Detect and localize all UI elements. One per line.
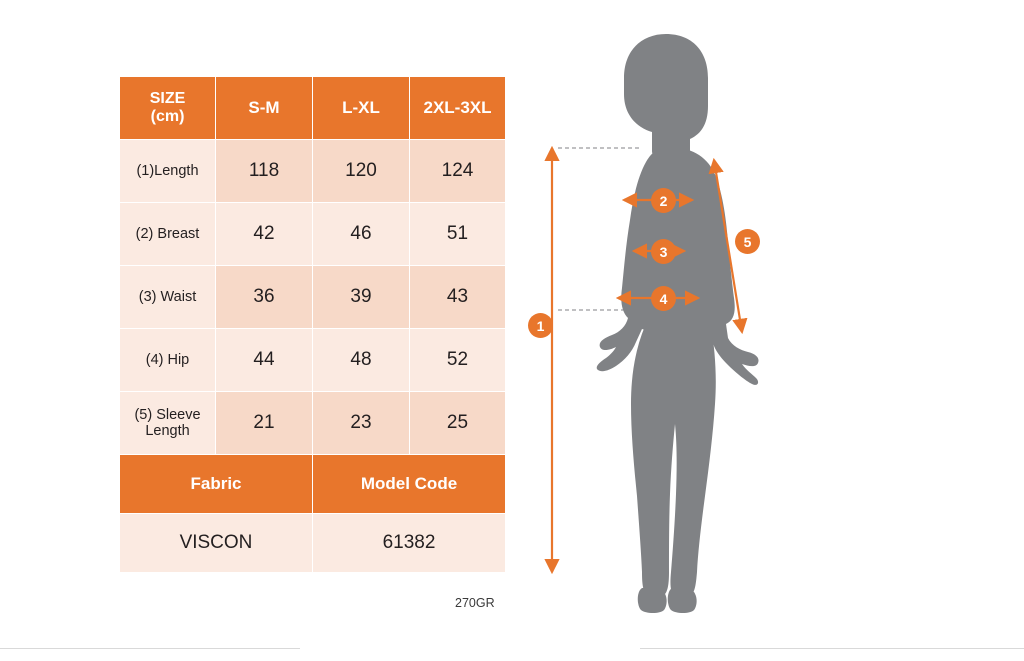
column-header-size-line2: (cm) [150,108,185,125]
cell-waist-l-xl: 39 [313,266,410,329]
table-row [120,140,506,203]
table-body [120,140,506,573]
cell-hip-2xl-3xl: 52 [410,329,506,392]
column-header-s-m: S-M [216,77,313,140]
column-header-2xl-3xl: 2XL-3XL [410,77,506,140]
measure-badge-length: 1 [528,313,553,338]
table-footer-value-row [120,514,506,573]
column-header-size [120,77,216,140]
footer-divider-right [640,648,1024,649]
cell-breast-s-m: 42 [216,203,313,266]
footer-divider-left [0,648,300,649]
size-chart-table [119,76,506,573]
cell-hip-l-xl: 48 [313,329,410,392]
cell-hip-s-m: 44 [216,329,313,392]
figure-svg [520,20,1000,620]
table-row [120,392,506,455]
table-row [120,203,506,266]
table-head [120,77,506,140]
cell-waist-2xl-3xl: 43 [410,266,506,329]
row-label-hip: (4) Hip [120,329,216,392]
cell-sleeve-2xl-3xl: 25 [410,392,506,455]
measure-badge-sleeve-length: 5 [735,229,760,254]
column-header-size-line1: SIZE [149,89,186,107]
footer-value-model-code: 61382 [313,514,506,573]
cell-length-2xl-3xl: 124 [410,140,506,203]
cell-length-l-xl: 120 [313,140,410,203]
row-label-sleeve-length: (5) Sleeve Length [120,392,216,455]
table-row [120,266,506,329]
cell-breast-l-xl: 46 [313,203,410,266]
measure-badge-waist: 3 [651,239,676,264]
row-label-length: (1)Length [120,140,216,203]
measurement-figure [520,20,1000,620]
cell-waist-s-m: 36 [216,266,313,329]
cell-breast-2xl-3xl: 51 [410,203,506,266]
row-label-waist: (3) Waist [120,266,216,329]
measure-badge-breast: 2 [651,188,676,213]
fabric-weight-note: 270GR [455,596,495,610]
cell-sleeve-s-m: 21 [216,392,313,455]
row-label-breast: (2) Breast [120,203,216,266]
footer-header-model-code: Model Code [313,455,506,514]
female-silhouette-icon [597,34,759,613]
measure-badge-hip: 4 [651,286,676,311]
column-header-l-xl: L-XL [313,77,410,140]
footer-header-fabric: Fabric [120,455,313,514]
table-footer-header-row [120,455,506,514]
cell-length-s-m: 118 [216,140,313,203]
table-header-row [120,77,506,140]
table-row [120,329,506,392]
cell-sleeve-l-xl: 23 [313,392,410,455]
footer-value-fabric: VISCON [120,514,313,573]
